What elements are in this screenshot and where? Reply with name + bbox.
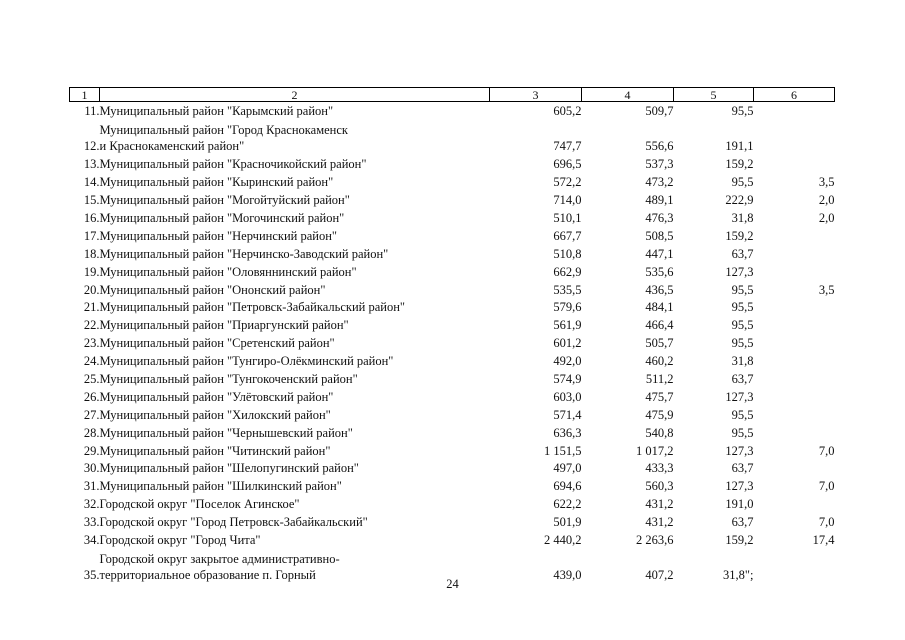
value-col-6 — [754, 154, 835, 172]
municipality-name: Муниципальный район "Могойтуйский район" — [99, 193, 350, 208]
row-number: 21. — [83, 300, 100, 315]
value-col-3: 622,2 — [553, 497, 582, 512]
municipality-name: Городской округ закрытое административно- территориальное образование п. Горный — [99, 551, 340, 582]
municipality-name: Муниципальный район "Город Краснокаменск и Краснокаменский район" — [99, 123, 348, 154]
value-col-4: 476,3 — [645, 210, 674, 225]
value-col-4: 460,2 — [645, 354, 674, 369]
municipality-name: Муниципальный район "Хилокский район" — [99, 407, 331, 422]
value-col-5: 63,7 — [731, 246, 754, 261]
value-col-5: 31,8"; — [723, 567, 754, 582]
row-number: 23. — [83, 336, 100, 351]
value-col-6 — [754, 244, 835, 262]
municipality-name: Муниципальный район "Улётовский район" — [99, 389, 334, 404]
municipality-name: Муниципальный район "Тунгиро-Олёкминский район" — [99, 354, 394, 369]
table-body — [70, 102, 835, 583]
value-col-3: 2 440,2 — [544, 532, 582, 547]
value-col-3: 492,0 — [553, 354, 582, 369]
municipality-name: Муниципальный район "Шилкинский район" — [99, 479, 342, 494]
value-col-4: 433,3 — [645, 461, 674, 476]
value-col-6 — [754, 405, 835, 423]
row-number: 20. — [83, 282, 100, 297]
value-col-4: 436,5 — [645, 282, 674, 297]
table-row — [70, 154, 835, 172]
row-number: 12. — [83, 139, 100, 154]
table-row — [70, 512, 835, 530]
value-col-3: 714,0 — [553, 193, 582, 208]
value-col-4: 540,8 — [645, 425, 674, 440]
header-col-2: 2 — [100, 88, 490, 102]
row-number: 13. — [83, 157, 100, 172]
municipality-name: Муниципальный район "Могочинский район" — [99, 210, 345, 225]
municipality-name: Муниципальный район "Петровск-Забайкальский район" — [99, 300, 405, 315]
value-col-5: 159,2 — [725, 228, 754, 243]
value-col-5: 63,7 — [731, 371, 754, 386]
header-row — [70, 88, 835, 102]
row-number: 18. — [83, 246, 100, 261]
table-row — [70, 226, 835, 244]
value-col-5: 95,5 — [731, 175, 754, 190]
row-number: 34. — [83, 532, 100, 547]
value-col-3: 636,3 — [553, 425, 582, 440]
value-col-5: 159,2 — [725, 532, 754, 547]
value-col-3: 497,0 — [553, 461, 582, 476]
municipality-name: Муниципальный район "Чернышевский район" — [99, 425, 353, 440]
municipality-name: Муниципальный район "Нерчинский район" — [99, 228, 337, 243]
value-col-6: 3,5 — [818, 175, 835, 190]
row-number: 15. — [83, 193, 100, 208]
row-number: 25. — [83, 371, 100, 386]
table-row — [70, 387, 835, 405]
value-col-5: 127,3 — [725, 443, 754, 458]
value-col-5: 222,9 — [725, 193, 754, 208]
municipality-name: Городской округ "Поселок Агинское" — [99, 497, 300, 512]
value-col-3: 696,5 — [553, 157, 582, 172]
municipality-name: Муниципальный район "Красночикойский район" — [99, 157, 367, 172]
value-col-6 — [754, 226, 835, 244]
value-col-5: 95,5 — [731, 104, 754, 119]
municipality-name: Муниципальный район "Карымский район" — [99, 104, 334, 119]
value-col-6: 7,0 — [818, 479, 835, 494]
value-col-5: 31,8 — [731, 354, 754, 369]
municipality-name: Муниципальный район "Кыринский район" — [99, 175, 334, 190]
value-col-5: 127,3 — [725, 389, 754, 404]
header-col-5: 5 — [674, 88, 754, 102]
value-col-6 — [754, 102, 835, 120]
value-col-4: 535,6 — [645, 264, 674, 279]
value-col-5: 95,5 — [731, 300, 754, 315]
value-col-4: 505,7 — [645, 336, 674, 351]
value-col-5: 63,7 — [731, 515, 754, 530]
row-number: 29. — [83, 443, 100, 458]
value-col-5: 159,2 — [725, 157, 754, 172]
row-number: 22. — [83, 318, 100, 333]
value-col-3: 439,0 — [553, 567, 582, 582]
municipality-name: Муниципальный район "Приаргунский район" — [99, 318, 349, 333]
value-col-5: 95,5 — [731, 318, 754, 333]
municipality-name: Муниципальный район "Шелопугинский район" — [99, 461, 359, 476]
value-col-6 — [754, 315, 835, 333]
value-col-4: 475,7 — [645, 389, 674, 404]
row-number: 16. — [83, 210, 100, 225]
value-col-3: 535,5 — [553, 282, 582, 297]
value-col-3: 667,7 — [553, 228, 582, 243]
value-col-3: 601,2 — [553, 336, 582, 351]
row-number: 24. — [83, 354, 100, 369]
table-row — [70, 494, 835, 512]
table-row — [70, 530, 835, 548]
row-number: 30. — [83, 461, 100, 476]
value-col-6 — [754, 119, 835, 154]
row-number: 14. — [83, 175, 100, 190]
table-row — [70, 423, 835, 441]
municipality-name: Муниципальный район "Тунгокоченский район" — [99, 371, 358, 386]
table-row — [70, 262, 835, 280]
value-col-5: 95,5 — [731, 407, 754, 422]
header-col-6: 6 — [754, 88, 835, 102]
table-row — [70, 351, 835, 369]
value-col-3: 662,9 — [553, 264, 582, 279]
value-col-5: 31,8 — [731, 210, 754, 225]
value-col-6 — [754, 369, 835, 387]
value-col-5: 95,5 — [731, 425, 754, 440]
value-col-3: 501,9 — [553, 515, 582, 530]
municipality-name: Муниципальный район "Читинский район" — [99, 443, 331, 458]
value-col-6 — [754, 262, 835, 280]
table-row — [70, 244, 835, 262]
value-col-3: 605,2 — [553, 104, 582, 119]
municipality-name: Муниципальный район "Сретенский район" — [99, 336, 335, 351]
value-col-6 — [754, 351, 835, 369]
value-col-6: 7,0 — [818, 515, 835, 530]
value-col-4: 466,4 — [645, 318, 674, 333]
value-col-4: 556,6 — [645, 139, 674, 154]
municipality-name: Муниципальный район "Оловяннинский район" — [99, 264, 357, 279]
value-col-4: 509,7 — [645, 104, 674, 119]
table-row — [70, 190, 835, 208]
value-col-6 — [754, 298, 835, 316]
row-number: 26. — [83, 389, 100, 404]
table-row — [70, 119, 835, 154]
header-col-4: 4 — [582, 88, 674, 102]
row-number: 31. — [83, 479, 100, 494]
value-col-3: 574,9 — [553, 371, 582, 386]
value-col-5: 95,5 — [731, 282, 754, 297]
value-col-4: 560,3 — [645, 479, 674, 494]
table-row — [70, 102, 835, 120]
value-col-3: 694,6 — [553, 479, 582, 494]
table-row — [70, 333, 835, 351]
table-row — [70, 476, 835, 494]
value-col-4: 537,3 — [645, 157, 674, 172]
value-col-4: 407,2 — [645, 567, 674, 582]
municipality-name: Муниципальный район "Ононский район" — [99, 282, 326, 297]
table-row — [70, 441, 835, 459]
table-row — [70, 172, 835, 190]
value-col-3: 561,9 — [553, 318, 582, 333]
value-col-4: 431,2 — [645, 497, 674, 512]
value-col-3: 579,6 — [553, 300, 582, 315]
value-col-6: 2,0 — [818, 210, 835, 225]
value-col-3: 747,7 — [553, 139, 582, 154]
value-col-6: 17,4 — [812, 532, 835, 547]
value-col-3: 571,4 — [553, 407, 582, 422]
value-col-3: 510,1 — [553, 210, 582, 225]
value-col-5: 191,0 — [725, 497, 754, 512]
value-col-5: 127,3 — [725, 264, 754, 279]
table-header — [70, 88, 835, 102]
value-col-6 — [754, 423, 835, 441]
value-col-3: 603,0 — [553, 389, 582, 404]
table-row — [70, 280, 835, 298]
row-number: 35. — [83, 567, 100, 582]
value-col-4: 508,5 — [645, 228, 674, 243]
value-col-6 — [754, 387, 835, 405]
table-row — [70, 298, 835, 316]
page-number: 24 — [446, 577, 459, 591]
value-col-4: 447,1 — [645, 246, 674, 261]
row-number: 19. — [83, 264, 100, 279]
municipality-name: Городской округ "Город Чита" — [99, 532, 261, 547]
budget-table — [69, 87, 835, 583]
header-col-1: 1 — [70, 88, 100, 102]
value-col-6 — [754, 494, 835, 512]
table-row — [70, 315, 835, 333]
value-col-5: 191,1 — [725, 139, 754, 154]
value-col-4: 511,2 — [645, 371, 674, 386]
value-col-6: 7,0 — [818, 443, 835, 458]
value-col-6: 2,0 — [818, 193, 835, 208]
row-number: 32. — [83, 497, 100, 512]
table-row — [70, 405, 835, 423]
value-col-6 — [754, 333, 835, 351]
value-col-4: 489,1 — [645, 193, 674, 208]
row-number: 11. — [84, 104, 100, 119]
municipality-name: Муниципальный район "Нерчинско-Заводский район" — [99, 246, 389, 261]
value-col-4: 484,1 — [645, 300, 674, 315]
row-number: 28. — [83, 425, 100, 440]
table-row — [70, 208, 835, 226]
row-number: 33. — [83, 515, 100, 530]
value-col-3: 510,8 — [553, 246, 582, 261]
header-col-3: 3 — [490, 88, 582, 102]
table-row — [70, 369, 835, 387]
value-col-3: 572,2 — [553, 175, 582, 190]
value-col-4: 2 263,6 — [636, 532, 674, 547]
value-col-3: 1 151,5 — [544, 443, 582, 458]
table-row — [70, 459, 835, 477]
municipality-name: Городской округ "Город Петровск-Забайкальский" — [99, 515, 368, 530]
row-number: 17. — [83, 228, 100, 243]
value-col-6 — [754, 459, 835, 477]
row-number: 27. — [83, 407, 100, 422]
value-col-4: 475,9 — [645, 407, 674, 422]
value-col-5: 63,7 — [731, 461, 754, 476]
value-col-5: 95,5 — [731, 336, 754, 351]
value-col-4: 473,2 — [645, 175, 674, 190]
value-col-5: 127,3 — [725, 479, 754, 494]
value-col-6: 3,5 — [818, 282, 835, 297]
value-col-4: 1 017,2 — [636, 443, 674, 458]
value-col-4: 431,2 — [645, 515, 674, 530]
